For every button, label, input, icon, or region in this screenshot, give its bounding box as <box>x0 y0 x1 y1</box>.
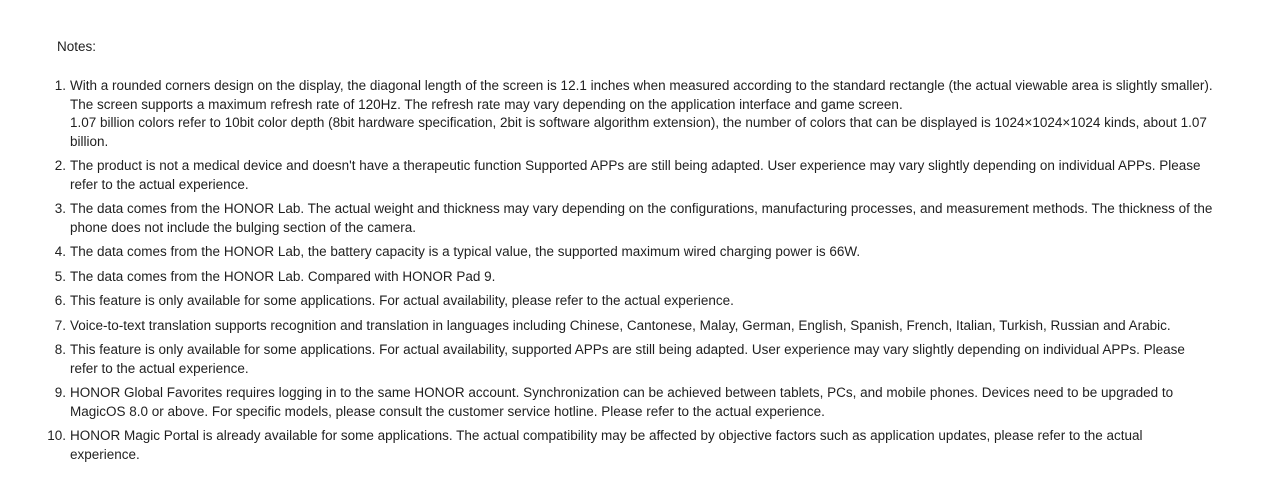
note-text <box>70 157 1216 194</box>
note-text <box>70 200 1216 237</box>
note-paragraph: The data comes from the HONOR Lab. The actual weight and thickness may vary depending on the configurations, manufacturing processes, and measurement methods. The thickness of the phone does not include the bulging section of the camera. <box>70 201 1213 235</box>
note-paragraph: The data comes from the HONOR Lab. Compared with HONOR Pad 9. <box>70 268 496 284</box>
note-paragraph: This feature is only available for some applications. For actual availability, please refer to the actual experience. <box>70 293 734 308</box>
note-item-3 <box>42 200 1216 237</box>
note-paragraph: With a rounded corners design on the display, the diagonal length of the screen is 12.1 inches when measured according to the standard rectangle (the actual viewable area is slightly smaller). The screen supports a maximum refresh rate of 120Hz. The refresh rate may vary depending on the application interface and game screen. <box>70 78 1213 112</box>
note-text <box>70 268 1216 287</box>
notes-list <box>42 77 1216 464</box>
note-paragraph: HONOR Magic Portal is already available for some applications. The actual compatibility may be affected by objective factors such as application updates, please refer to the actual experience. <box>70 428 1143 462</box>
note-paragraph: The data comes from the HONOR Lab, the battery capacity is a typical value, the supported maximum wired charging power is 66W. <box>70 244 861 259</box>
note-item-7 <box>42 317 1216 336</box>
note-number: 2. <box>54 158 66 173</box>
note-text <box>70 243 1216 262</box>
note-item-2 <box>42 157 1216 194</box>
note-number: 3. <box>54 201 66 216</box>
note-item-9 <box>42 384 1216 421</box>
note-item-6 <box>42 292 1216 311</box>
note-paragraph: This feature is only available for some applications. For actual availability, supported APPs are still being adapted. User experience may vary slightly depending on individual APPs. Please refer to the actual experience. <box>70 342 1185 376</box>
note-text <box>70 77 1216 151</box>
note-item-4 <box>42 243 1216 262</box>
note-paragraph: HONOR Global Favorites requires logging in to the same HONOR account. Synchronization can be achieved between tablets, PCs, and mobile phones. Devices need to be upgraded to MagicOS 8.0 or above. For specific models, please consult the customer service hotline. Please refer to the actual experience. <box>70 385 1174 419</box>
note-text <box>70 317 1216 336</box>
note-item-8 <box>42 341 1216 378</box>
note-number: 4. <box>54 244 66 259</box>
note-item-5 <box>42 268 1216 287</box>
note-number: 5. <box>54 268 66 284</box>
note-paragraph: The product is not a medical device and doesn't have a therapeutic function Supported APPs are still being adapted. User experience may vary slightly depending on individual APPs. Please refer to the actual experience. <box>70 158 1201 192</box>
note-number: 9. <box>54 385 66 400</box>
note-paragraph: 1.07 billion colors refer to 10bit color depth (8bit hardware specification, 2bit is software algorithm extension), the number of colors that can be displayed is 1024×1024×1024 kinds, about 1.07 billion. <box>70 115 1207 149</box>
note-paragraph: Voice-to-text translation supports recognition and translation in languages including Chinese, Cantonese, Malay, German, English, Spanish, French, Italian, Turkish, Russian and Arabic. <box>70 317 1171 333</box>
note-number: 10. <box>47 428 66 443</box>
note-text <box>70 427 1216 464</box>
note-number: 6. <box>54 293 66 308</box>
note-number: 1. <box>54 78 66 93</box>
note-text <box>70 384 1216 421</box>
note-text <box>70 292 1216 311</box>
note-number: 7. <box>54 317 66 333</box>
notes-heading: Notes: <box>57 39 97 54</box>
note-number: 8. <box>54 342 66 357</box>
note-text <box>70 341 1216 378</box>
note-item-10 <box>42 427 1216 464</box>
note-item-1 <box>42 77 1216 151</box>
